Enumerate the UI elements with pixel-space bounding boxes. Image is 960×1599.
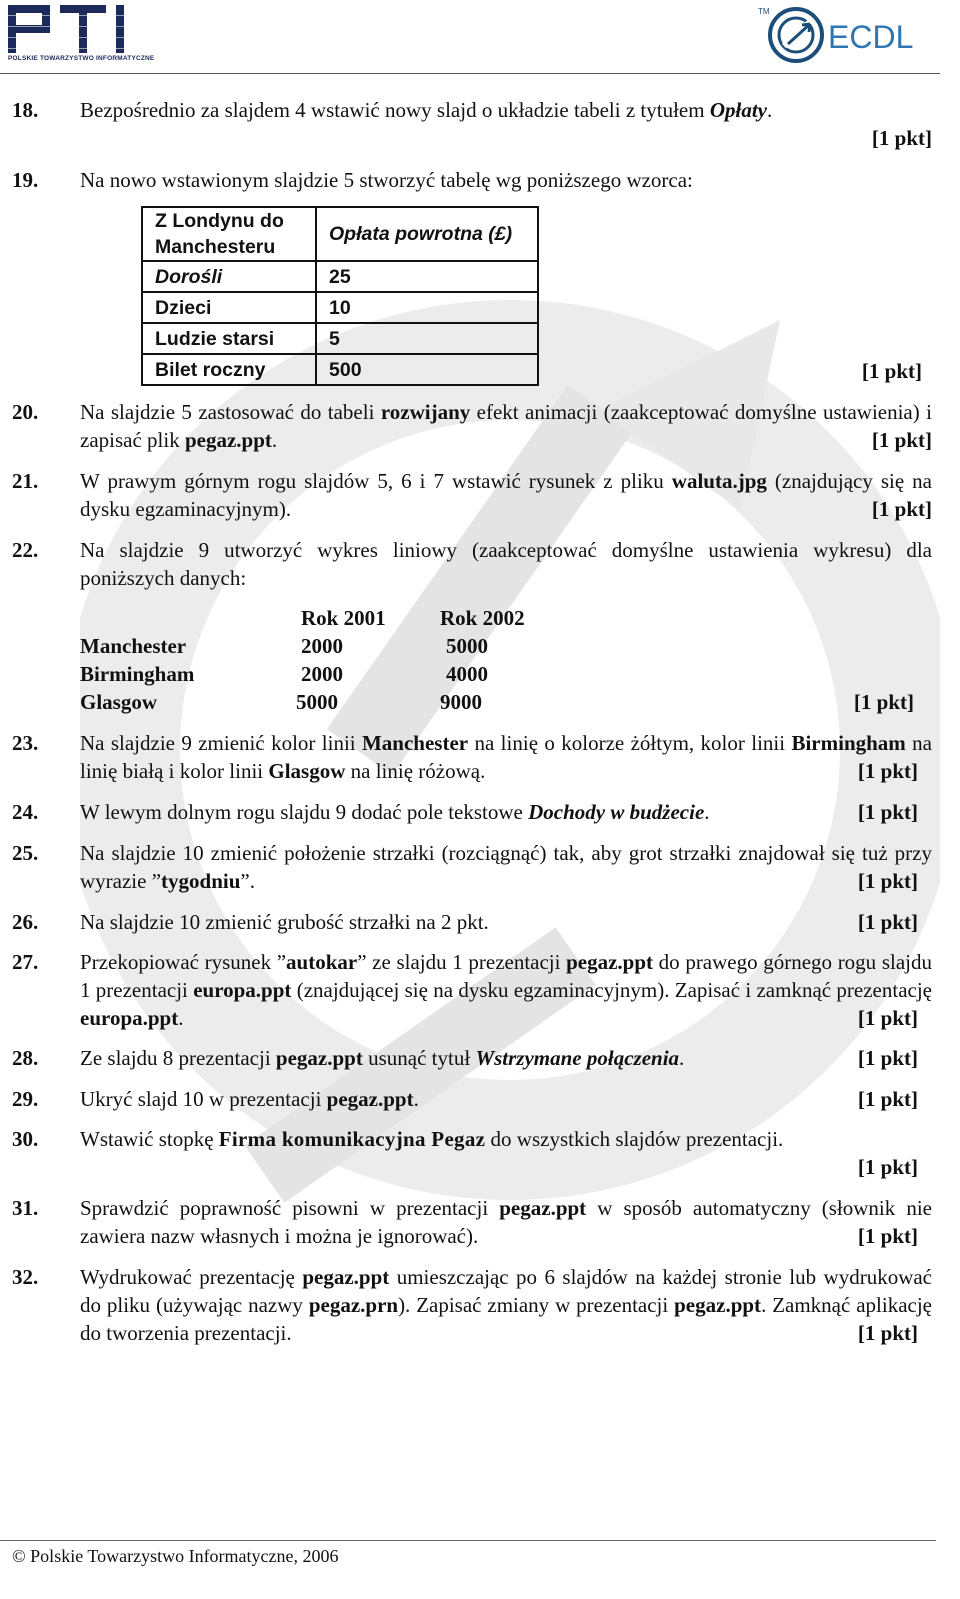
question-25: 25. Na slajdzie 10 zmienić położenie strzałki (rozciągnąć) tak, aby grot strzałki znajdował się tuż przy wyrazie ”tygodniu”. [1 pkt]	[12, 841, 932, 893]
points: [1 pkt]	[861, 359, 922, 383]
points: [1 pkt]	[857, 1006, 918, 1030]
question-21: 21. W prawym górnym rogu slajdów 5, 6 i 7 wstawić rysunek z pliku waluta.jpg (znajdujący się na dysku egzaminacyjnym). [1 pkt]	[12, 469, 933, 521]
points: [1 pkt]	[857, 869, 918, 893]
points: [1 pkt]	[853, 690, 914, 714]
ecdl-tm: TM	[758, 7, 770, 16]
footer-divider	[0, 1540, 936, 1541]
fees-table	[141, 206, 539, 386]
slide-title: Opłaty	[709, 98, 767, 122]
question-number: 18.	[12, 98, 39, 122]
table-row: Dorośli 25	[142, 261, 538, 292]
question-22: 22. Na slajdzie 9 utworzyć wykres liniowy (zaakceptować domyślne ustawienia wykresu) dla poniższych danych:	[12, 538, 932, 590]
column-header: Rok 2001	[301, 606, 386, 630]
ecdl-logo-text: ECDL	[828, 19, 914, 55]
table-row: Bilet roczny 500	[142, 354, 538, 385]
question-30: 30. Wstawić stopkę Firma komunikacyjna Pegaz do wszystkich slajdów prezentacji. [1 pkt]	[12, 1127, 918, 1179]
row-label: Birmingham	[80, 662, 195, 686]
points: [1 pkt]	[857, 1046, 918, 1070]
question-31: 31. Sprawdzić poprawność pisowni w prezentacji pegaz.ppt w sposób automatyczny (słownik nie zawiera nazw własnych i można je ignorować). [1 pkt]	[12, 1196, 932, 1248]
question-18: 18. Bezpośrednio za slajdem 4 wstawić nowy slajd o układzie tabeli z tytułem Opłaty. [1 pkt]	[12, 98, 932, 150]
points: [1 pkt]	[857, 1224, 918, 1248]
pti-logo-subtitle: POLSKIE TOWARZYSTWO INFORMATYCZNE	[8, 55, 155, 62]
points: [1 pkt]	[857, 800, 918, 824]
row-label: Glasgow	[80, 690, 158, 714]
question-20: 20. Na slajdzie 5 zastosować do tabeli rozwijany efekt animacji (zaakceptować domyślne ustawienia) i zapisać plik pegaz.ppt. [1 pkt]	[12, 400, 932, 452]
points: [1 pkt]	[857, 1087, 918, 1111]
points: [1 pkt]	[871, 126, 932, 150]
table-row: Dzieci 10	[142, 292, 538, 323]
question-32: 32. Wydrukować prezentację pegaz.ppt umieszczając po 6 slajdów na każdej stronie lub wydrukować do pliku (używając nazwy pegaz.prn). Zapisać zmiany w prezentacji pegaz.ppt. Zamknąć aplikację do tworzenia prezentacji. [1 pkt]	[12, 1265, 932, 1345]
points: [1 pkt]	[857, 1321, 918, 1345]
table-row: Ludzie starsi 5	[142, 323, 538, 354]
column-header: Rok 2002	[440, 606, 525, 630]
exam-content: 18. Bezpośrednio za slajdem 4 wstawić nowy slajd o układzie tabeli z tytułem Opłaty. [1 pkt] 19. Na nowo wstawionym slajdzie 5 stworzyć tabelę wg poniższego wzorca: Z Londynu do Manchesteru Opłata powrotna (£) Dorośli 25 Dzieci 10 Ludzie starsi 5 Bilet roczny 500 [1 pkt] 20. Na slajdzie 5 zastosować do tabeli rozwijany efekt animacji (zaakceptować domyślne ustawienia) i zapisać plik pegaz.ppt. [1 pkt] 21. W prawym górnym rogu slajdów 5, 6 i 7 wstawić rysunek z pliku waluta.jpg (znajdujący się na dysku egzaminacyjnym). [1 pkt] 22. Na slajdzie 9 utworzyć wykres liniowy (zaakceptować domyślne ustawienia wykresu) dla poniższych danych: Rok 2001 Rok 2002 Manchester 2000 5000 Birmingham 2000 4000 Glasgow 5000 9000 [1 pkt] 23. Na slajdzie 9 zmienić kolor linii Manchester na linię o kolorze żółtym, kolor linii Birmingham na linię białą i kolor linii Glasgow na linię różową. [1 pkt] 24. W lewym dolnym rogu slajdu 9 dodać pole tekstowe Dochody w budżecie. [1 pkt] 25. Na slajdzie 10 zmienić położenie strzałki (rozciągnąć) tak, aby grot strzałki znajdował się tuż przy wyrazie ”tygodniu”. [1 pkt] 26. Na slajdzie 10 zmienić grubość strzałki na 2 pkt. [1 pkt] 27. Przekopiować rysunek ”autokar” ze slajdu 1 prezentacji pegaz.ppt do prawego górnego rogu slajdu 1 prezentacji europa.ppt (znajdującej się na dysku egzaminacyjnym). Zapisać i zamknąć prezentację europa.ppt. [1 pkt] 28. Ze slajdu 8 prezentacji pegaz.ppt usunąć tytuł Wstrzymane połączenia. [1 pkt] 29. Ukryć slajd 10 w prezentacji pegaz.ppt. [1 pkt] 30. Wstawić stopkę Firma komunikacyjna Pegaz do wszystkich slajdów prezentacji. [1 pkt] 31. Sprawdzić poprawność pisowni w prezentacji pegaz.ppt w sposób automatyczny (słownik nie zawiera nazw własnych i można je ignorować). [1 pkt] 32. Wydrukować prezentację pegaz.ppt umieszczając po 6 slajdów na każdej stronie lub wydrukować do pliku (używając nazwy pegaz.prn). Zapisać zmiany w prezentacji pegaz.ppt. Zamknąć aplikację do tworzenia prezentacji. [1 pkt]	[12, 98, 933, 1345]
footer-copyright: © Polskie Towarzystwo Informatyczne, 2006	[12, 1546, 339, 1566]
question-27: 27. Przekopiować rysunek ”autokar” ze slajdu 1 prezentacji pegaz.ppt do prawego górnego rogu slajdu 1 prezentacji europa.ppt (znajdującej się na dysku egzaminacyjnym). Zapisać i zamknąć prezentację europa.ppt. [1 pkt]	[12, 950, 932, 1030]
points: [1 pkt]	[871, 497, 932, 521]
points: [1 pkt]	[871, 428, 932, 452]
row-label: Manchester	[80, 634, 187, 658]
points: [1 pkt]	[857, 1155, 918, 1179]
points: [1 pkt]	[857, 759, 918, 783]
table-row: Z Londynu do Manchesteru Opłata powrotna (£)	[142, 207, 538, 261]
question-23: 23. Na slajdzie 9 zmienić kolor linii Manchester na linię o kolorze żółtym, kolor linii Birmingham na linię białą i kolor linii Glasgow na linię różową. [1 pkt]	[12, 731, 932, 783]
points: [1 pkt]	[857, 910, 918, 934]
